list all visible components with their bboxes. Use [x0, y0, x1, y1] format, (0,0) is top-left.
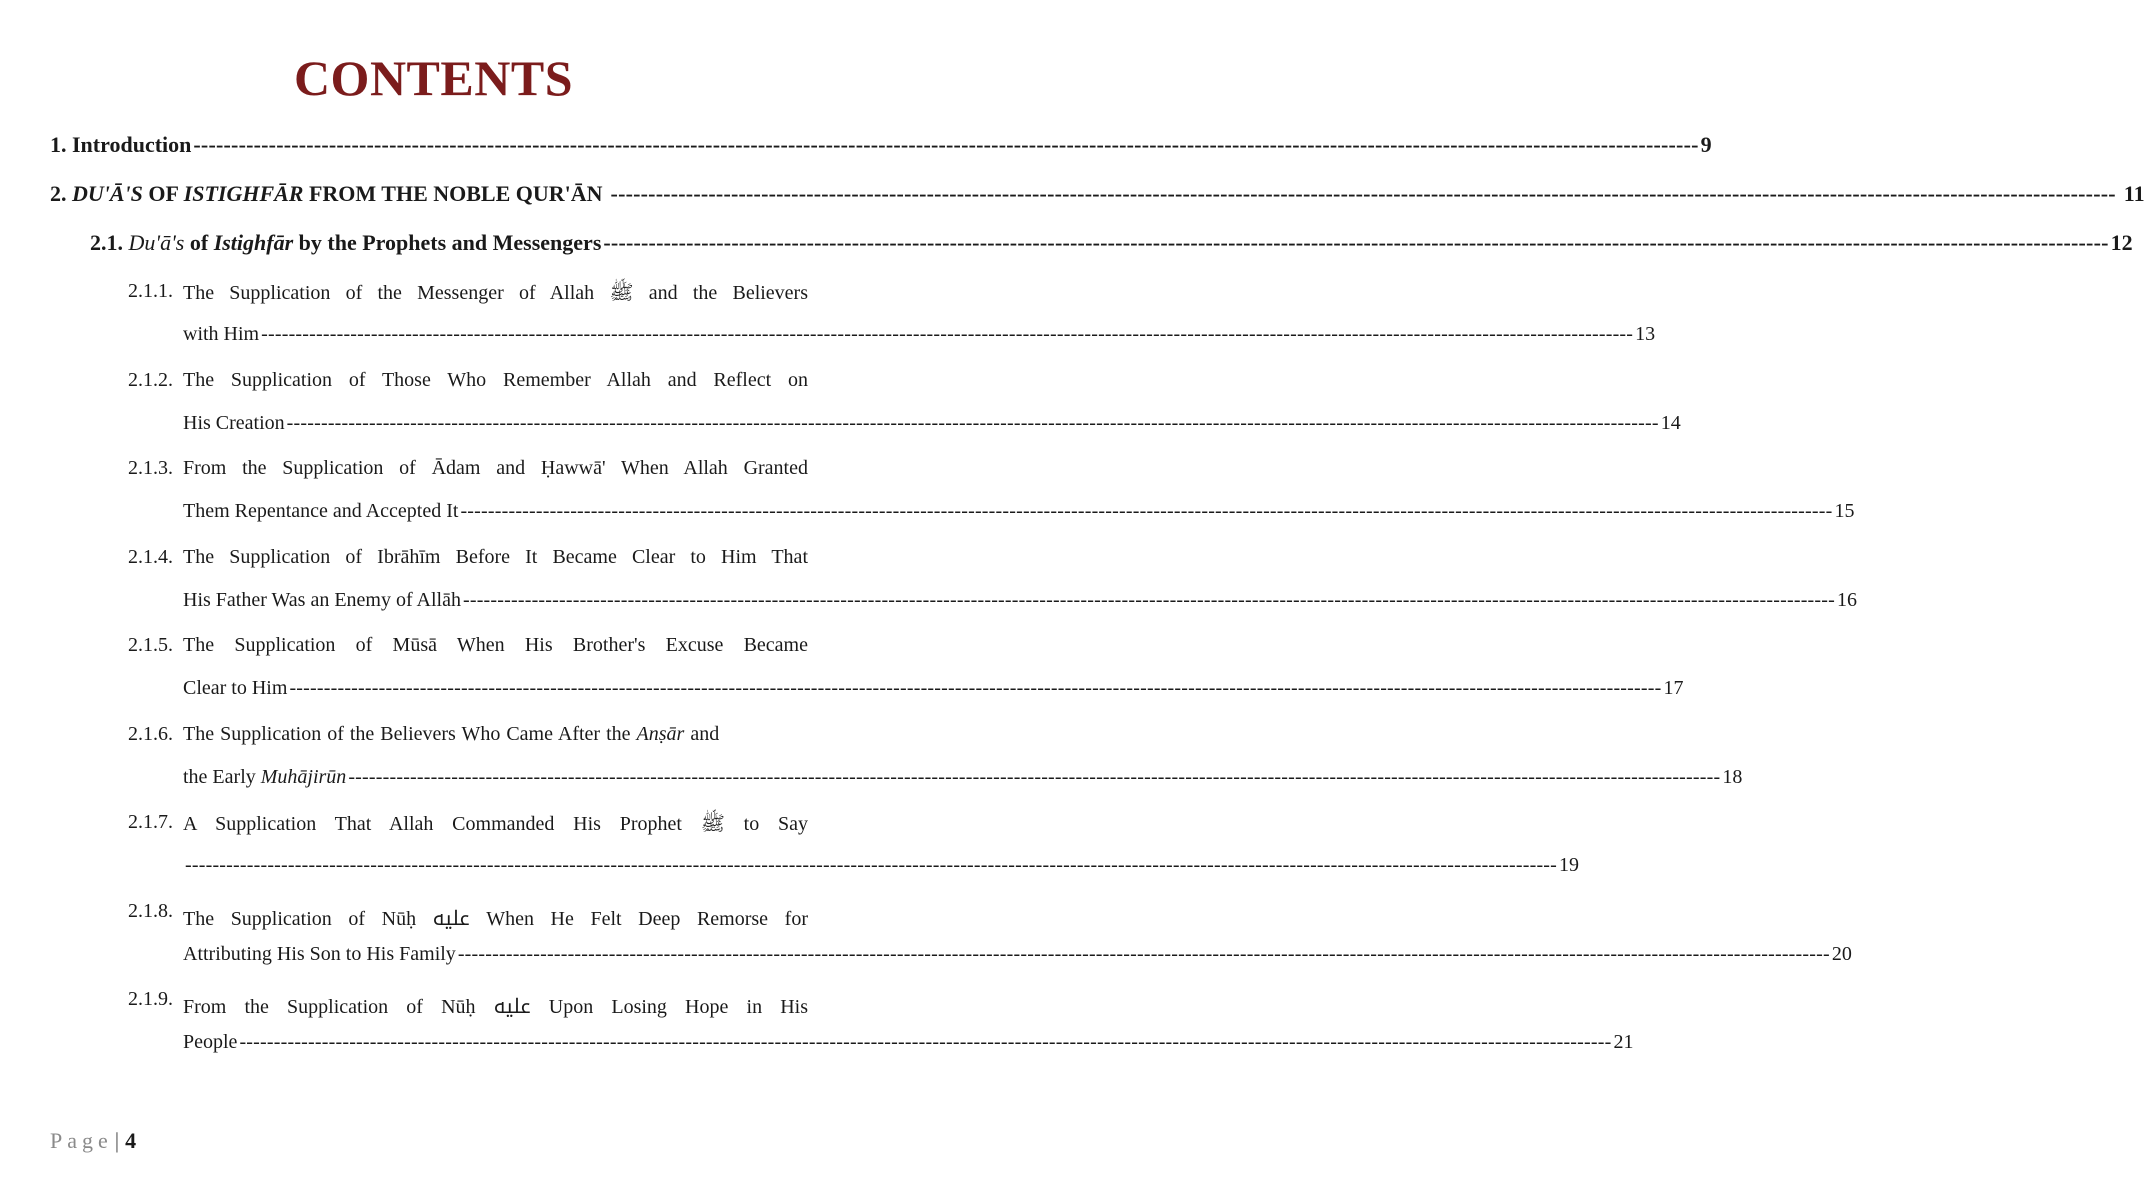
footer-page-number: 4	[125, 1128, 137, 1153]
toc-entry-duas-prophets[interactable]	[90, 230, 2133, 256]
toc-text: the Early	[183, 766, 261, 788]
leader-dashes: --------------------------------------------------------------------------------------------------------------------------------------------------------------------------------------------------------	[286, 412, 1659, 434]
toc-text: Attributing His Son to His Family	[183, 943, 456, 965]
toc-entry-continuation	[183, 1031, 1634, 1054]
toc-page-number: 9	[1700, 132, 1712, 157]
toc-entry-number: 2.1.7.	[128, 811, 173, 833]
toc-entry-continuation	[183, 677, 1684, 700]
toc-entry-text	[183, 723, 808, 746]
toc-text: OF	[142, 181, 184, 206]
toc-entry-number: 2.1.4.	[128, 546, 173, 568]
toc-page-number: 17	[1663, 677, 1684, 699]
leader-dashes: --------------------------------------------------------------------------------------------------------------------------------------------------------------------------------------------------------	[462, 589, 1835, 611]
toc-text-italic: Anṣār	[636, 723, 685, 745]
toc-entry-number: 2.1.3.	[128, 457, 173, 479]
leader-dashes: --------------------------------------------------------------------------------------------------------------------------------------------------------------------------------------------------------	[289, 677, 1662, 699]
leader-dashes: --------------------------------------------------------------------------------------------------------------------------------------------------------------------------------------------------------	[261, 323, 1634, 345]
toc-page-number: 18	[1722, 766, 1743, 788]
toc-entry-number: 2.1.8.	[128, 900, 173, 922]
toc-text: His Father Was an Enemy of Allāh	[183, 589, 461, 611]
toc-text: by the Prophets and Messengers	[293, 230, 602, 255]
toc-entry-continuation	[183, 766, 1743, 789]
toc-entry-text: Introduction	[72, 132, 192, 157]
toc-entry-text: From the Supplication of Ādam and Ḥawwā' When Allah Granted	[183, 457, 808, 479]
toc-text-italic: Du'ā's	[128, 230, 185, 255]
toc-entry-text: The Supplication of the Messenger of Allah ﷺ and the Believers	[183, 282, 809, 304]
leader-dashes: --------------------------------------------------------------------------------------------------------------------------------------------------------------------------------------------------------	[348, 766, 1721, 788]
toc-text: with Him	[183, 323, 260, 345]
toc-text: of	[184, 230, 214, 255]
toc-text-italic: Muhājirūn	[260, 766, 347, 788]
toc-entry-text: The Supplication of Nūḥ ﷷ When He Felt Deep Remorse for	[183, 908, 808, 930]
toc-entry-text: A Supplication That Allah Commanded His Prophet ﷺ to Say	[183, 813, 808, 835]
toc-entry-continuation	[183, 323, 1656, 346]
leader-dashes: --------------------------------------------------------------------------------------------------------------------------------------------------------------------------------------------------------	[610, 181, 2116, 206]
toc-text: His Creation	[183, 412, 285, 434]
toc-entry-number: 2.1.2.	[128, 369, 173, 391]
toc-entry-continuation	[183, 854, 1580, 877]
toc-text-italic: ISTIGHFĀR	[183, 181, 304, 206]
leader-dashes: --------------------------------------------------------------------------------------------------------------------------------------------------------------------------------------------------------	[239, 1031, 1612, 1053]
toc-entry-text: From the Supplication of Nūḥ ﷷ Upon Losing Hope in His	[183, 996, 808, 1018]
toc-page-number: 15	[1834, 500, 1855, 522]
toc-entry-number: 2.1.1.	[128, 280, 173, 302]
leader-dashes: --------------------------------------------------------------------------------------------------------------------------------------------------------------------------------------------------------	[460, 500, 1833, 522]
footer-label: Page	[50, 1128, 113, 1153]
toc-text: FROM THE NOBLE QUR'ĀN	[303, 181, 603, 206]
toc-text: Clear to Him	[183, 677, 288, 699]
toc-entry-number: 2.1.5.	[128, 634, 173, 656]
toc-entry-continuation	[183, 500, 1855, 523]
toc-text: and	[684, 723, 720, 745]
toc-entry-number: 1.	[50, 132, 67, 157]
toc-entry-text: The Supplication of Mūsā When His Brother's Excuse Became	[183, 634, 808, 656]
toc-entry-number: 2.1.	[90, 230, 123, 255]
leader-dashes: --------------------------------------------------------------------------------------------------------------------------------------------------------------------------------------------------------	[603, 230, 2109, 255]
toc-text-italic: DU'Ā'S	[72, 181, 143, 206]
toc-page-number: 19	[1559, 854, 1580, 876]
toc-text: The Supplication of the Believers Who Came After the	[183, 723, 637, 745]
toc-page-number: 20	[1831, 943, 1852, 965]
toc-entry-number: 2.1.6.	[128, 723, 173, 745]
toc-page-number: 12	[2110, 230, 2133, 255]
leader-dashes: --------------------------------------------------------------------------------------------------------------------------------------------------------------------------------------------------------	[185, 854, 1558, 876]
page-title: CONTENTS	[293, 50, 574, 106]
toc-page-number: 11	[2123, 181, 2145, 206]
toc-page-number: 21	[1613, 1031, 1634, 1053]
toc-entry-number: 2.1.9.	[128, 988, 173, 1010]
toc-entry-text: The Supplication of Those Who Remember Allah and Reflect on	[183, 369, 808, 391]
leader-dashes: --------------------------------------------------------------------------------------------------------------------------------------------------------------------------------------------------------	[193, 132, 1699, 157]
toc-text: People	[183, 1031, 238, 1053]
toc-entry-continuation	[183, 589, 1857, 612]
toc-text: Them Repentance and Accepted It	[183, 500, 459, 522]
toc-page-number: 14	[1660, 412, 1681, 434]
leader-dashes: --------------------------------------------------------------------------------------------------------------------------------------------------------------------------------------------------------	[457, 943, 1830, 965]
toc-entry-continuation	[183, 412, 1681, 435]
toc-entry-number: 2.	[50, 181, 67, 206]
toc-entry-text: The Supplication of Ibrāhīm Before It Became Clear to Him That	[183, 546, 808, 568]
page-footer	[50, 1128, 136, 1154]
toc-text-italic: Istighfār	[213, 230, 294, 255]
toc-entry-continuation	[183, 943, 1852, 966]
toc-entry-introduction[interactable]	[50, 132, 1712, 158]
toc-page-number: 13	[1635, 323, 1656, 345]
toc-entry-duas-quran[interactable]	[50, 181, 2145, 207]
footer-separator: |	[114, 1128, 120, 1153]
toc-page-number: 16	[1837, 589, 1857, 611]
